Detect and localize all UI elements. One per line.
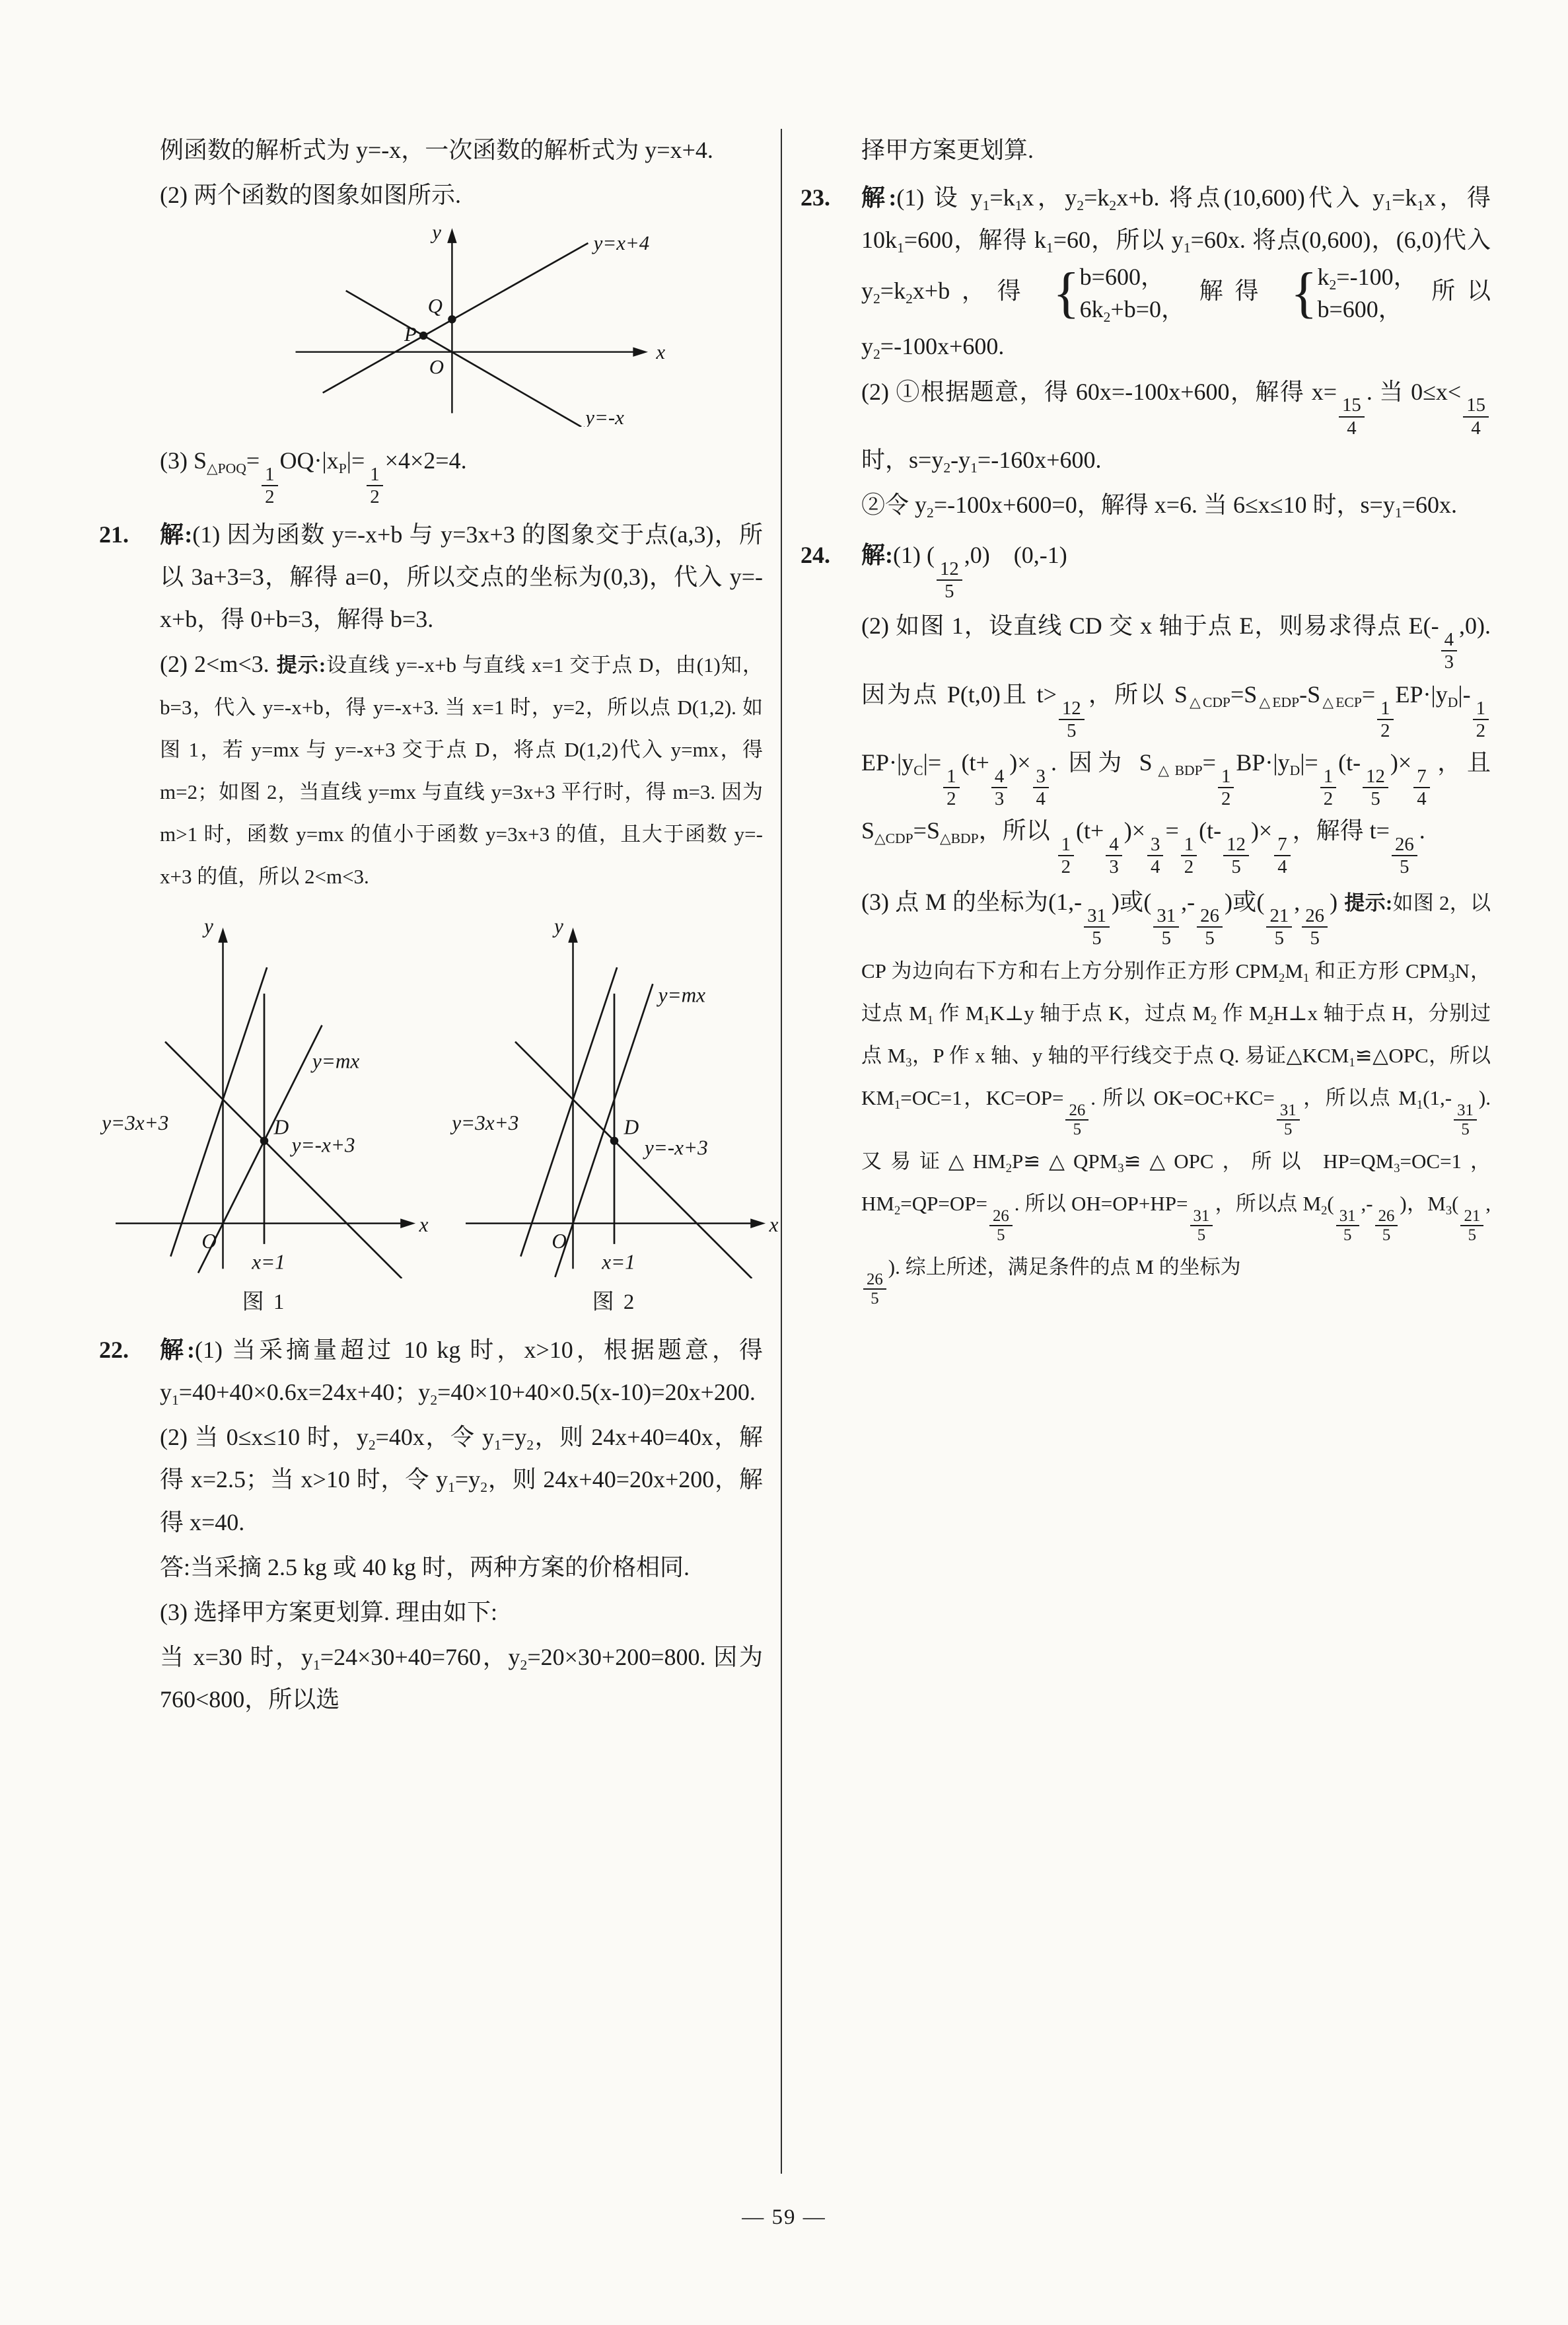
problem-number: 22. [99,1337,129,1364]
problem-body [160,1329,763,1723]
solution-paragraph: 例函数的解析式为 y=-x，一次函数的解析式为 y=x+4. [160,137,713,163]
origin-label: O [201,1230,217,1253]
solution-paragraph: 择甲方案更划算. [861,137,1034,163]
page-content [99,129,1491,2174]
line-y-negx-plus-3 [165,1042,402,1278]
problem-number: 21. [99,521,129,548]
y-axis-label: y [432,223,441,244]
point-d-label: D [624,1115,639,1139]
x-axis-label: x [419,1213,429,1237]
solution-paragraph: (3) $S_{\triangle POQ}=$ $\frac{1}{2}$ $OQ\cdot|x_P|=$ $\frac{1}{2}$ ×4×2=4. [160,447,467,508]
point-q [448,315,456,323]
origin-label: O [552,1230,567,1253]
line-x1-label: x=1 [602,1250,635,1274]
line-3x3-label: y=3x+3 [102,1111,169,1135]
solution-paragraph: (2) 当 0≤x≤10 时，$y_2=40x$，令 $y_1=y_2$，则 24x+40=40x，解得 x=2.5；当 x>10 时，令 $y_1=y_2$，则 24x+40=20x+200，解得 x=40. [160,1424,763,1535]
solution-paragraph: 解:(1) 当采摘量超过 10 kg 时，x>10，根据题意，得 $y_1=40+40\times 0.6x=24x+40$；$y_2=40\times 10+40\times 0.5(x-10)=20x+200$. [160,1337,763,1409]
problem-body [160,513,763,900]
point-p-label: P [404,322,417,346]
figure-caption: 图 1 [242,1290,287,1315]
problem-24 [801,534,1491,1311]
solution-paragraph: 解:(1) 因为函数 y=-x+b 与 y=3x+3 的图象交于点(a,3)，所以 3a+3=3，解得 a=0，所以交点的坐标为(0,3)，代入 y=-x+b，得 0+b=3，解得 b=3. [160,521,763,632]
hint-text: 提示:设直线 y=-x+b 与直线 x=1 交于点 D，由(1)知，b=3，代入 y=-x+b，得 y=-x+3. 当 x=1 时，y=2，所以点 D(1,2). 如图 1，若 y=mx 与 y=-x+3 交于点 D，将点 D(1,2)代入 y=mx，得 m=2；如图 2，当直线 y=mx 与直线 y=3x+3 平行时，得 m=3. 因为 m>1 时，函数 y=mx 的值小于函数 y=3x+3 的值，且大于函数 y=-x+3 的值，所以 2<m<3. [160,653,763,889]
x-axis-arrow-icon [633,348,648,357]
figure-2 [449,914,779,1315]
x-axis-arrow-icon [750,1219,766,1229]
solution-paragraph: (2) ①根据题意，得 60x=-100x+600，解得 x= $\frac{15}{4}$ . 当 0≤x< $\frac{15}{4}$ 时，$s=y_2-y_1=-160x+600$. [861,371,1491,481]
point-p [419,332,427,340]
x-axis-label: x [769,1213,779,1237]
graph-figure-1 [99,914,429,1278]
point-q-label: Q [427,294,443,318]
solution-paragraph: 当 x=30 时，$y_1=24\times 30+40=760$，$y_2=20\times 30+200=800$. 因为 760<800，所以选 [160,1643,764,1713]
problem-body [861,534,1491,1311]
problem-22 [99,1329,763,1723]
graph-figure-2 [449,914,779,1278]
solution-paragraph: (2) 两个函数的图象如图所示. [160,182,461,209]
line-negx3-label: y=-x+3 [644,1136,708,1160]
line-y-3x-plus-3 [170,967,267,1256]
answer-paragraph: 答:当采摘 2.5 kg 或 40 kg 时，两种方案的价格相同. [160,1553,690,1580]
origin-label: O [429,355,445,379]
figure-linear-functions-graph [248,223,684,430]
x-axis-label: x [656,340,666,364]
problem-body [861,176,1491,529]
hint-text: 提示:如图 2，以 CP 为边向右下方和右上方分别作正方形 $CPM_2M_1$ 和正方形 $CPM_3N$，过点 $M_1$ 作 $M_1K\perp y$ 轴于点 K，过点 $M_2$ 作 $M_2H\perp x$ 轴于点 H，分别过点 $M_3$，P 作 x 轴、y 轴的平行线交于点 Q. 易证$\triangle KCM_1≌\triangle OPC$，所以 $KM_1=OC=1$，KC=OP= $\frac{26}{5}$ . 所以 OK=OC+KC= $\frac{31}{5}$ ，所以点 $M_1(1,-$ $\frac{31}{5}$ ). 又易证$\triangle HM_2P≌\triangle QPM_3≌\triangle OPC$，所以 $HP=QM_3=OC=1$，$HM_2=QP=OP=$ $\frac{26}{5}$ . 所以 OH=OP+HP= $\frac{31}{5}$ ，所以点 $M_2$( $\frac{31}{5}$ ,- $\frac{26}{5}$ )，$M_3$( $\frac{21}{5}$ , $\frac{26}{5}$ ). 综上所述，满足条件的点 M 的坐标为 [861,891,1491,1308]
answer-text: (2) 2<m<3. [160,650,269,677]
page-number: — 59 — [742,2205,826,2229]
figure-1 [99,914,429,1315]
left-column [99,129,779,2174]
solution-paragraph: 解:(1) ( $\frac{12}{5}$ ,0) (0,-1) [861,542,1067,603]
line1-label: y=x+4 [593,231,650,255]
y-axis-arrow-icon [218,928,228,943]
y-axis-label: y [554,914,563,938]
line-y-negx-plus-3 [515,1042,752,1278]
solution-paragraph [861,881,1491,1308]
problem-number: 23. [801,184,830,211]
graph-y-eq-x-plus-4-and-y-eq-neg-x [248,223,684,427]
line-y-eq-neg-x [346,291,581,427]
y-axis-label: y [204,914,213,938]
solution-paragraph: (3) 选择甲方案更划算. 理由如下: [160,1598,497,1625]
solution-paragraph: 解:(1) 设 $y_1=k_1x$，$y_2=k_2x+b$. 将点(10,600)代入 $y_1=k_1x$，得 $10k_1=600$，解得 $k_1=60$，所以 $y_1=60x$. 将点(0,600)，(6,0)代入 $y_2=k_2x+b$，得 { b=600， $6k_2+b=0$， 解得 { $k_2=-100$， b=600， 所以 $y_2=-100x+600$. [861,184,1491,363]
y-axis-arrow-icon [447,228,456,243]
line-y-3x-plus-3 [520,967,617,1256]
solution-paragraph: (2) 如图 1，设直线 CD 交 x 轴于点 E，则易求得点 E(- $\frac{4}{3}$ ,0). 因为点 P(t,0)且 t> $\frac{12}{5}$ ，所以 $S_{\triangle CDP}=S_{\triangle EDP}-S_{\triangle ECP}=$ $\frac{1}{2}$ $EP\cdot|y_D|-$ $\frac{1}{2}$ $EP\cdot|y_C|=$ $\frac{1}{2}$ (t+ $\frac{4}{3}$ )× $\frac{3}{4}$ . 因为 $S_{\triangle BDP}=$ $\frac{1}{2}$ $BP\cdot|y_D|=$ $\frac{1}{2}$ (t- $\frac{12}{5}$ )× $\frac{7}{4}$ ，且 $S_{\triangle CDP}=S_{\triangle BDP}$，所以 $\frac{1}{2}$ (t+ $\frac{4}{3}$ )× $\frac{3}{4}$ = $\frac{1}{2}$ (t- $\frac{12}{5}$ )× $\frac{7}{4}$ ，解得 t= $\frac{26}{5}$ . [861,612,1491,878]
problem-21 [99,513,763,900]
line-x1-label: x=1 [252,1250,285,1274]
solution-paragraph [160,643,763,897]
answer-text: (3) 点 M 的坐标为(1,- $\frac{31}{5}$ )或( $\frac{31}{5}$ ,- $\frac{26}{5}$ )或( $\frac{21}{5}$ , $\frac{26}{5}$ ) [861,888,1338,949]
problem-number: 24. [801,542,830,568]
problem-23 [801,176,1491,529]
right-column [782,129,1491,2174]
figure-row [99,914,779,1315]
line-mx-label: y=mx [658,983,706,1007]
y-axis-arrow-icon [568,928,578,943]
figure-caption: 图 2 [592,1290,637,1315]
line2-label: y=-x [585,406,624,427]
point-d-label: D [273,1115,289,1139]
point-d [610,1137,618,1145]
x-axis-arrow-icon [400,1219,415,1229]
solution-paragraph: ②令 $y_2=-100x+600=0$，解得 x=6. 当 6≤x≤10 时，$s=y_1=60x$. [861,491,1457,521]
point-d [260,1137,268,1145]
line-negx3-label: y=-x+3 [291,1133,355,1157]
line-mx-label: y=mx [312,1049,360,1073]
line-3x3-label: y=3x+3 [452,1111,519,1135]
